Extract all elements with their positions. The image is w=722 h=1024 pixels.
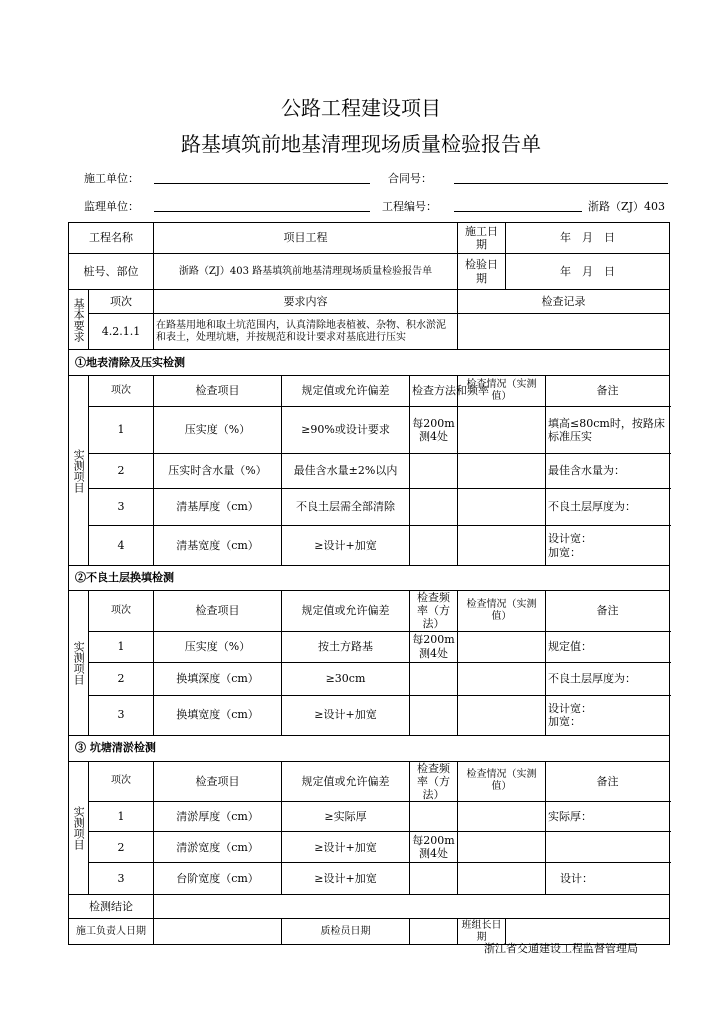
s3-row2-item: 清淤宽度（cm）	[154, 832, 282, 863]
s2-row3-item: 换填宽度（cm）	[154, 695, 282, 735]
s3-row3-no: 3	[89, 863, 154, 895]
s3-header-result: 检查情况（实测值）	[458, 761, 546, 802]
s3-header-method: 检查频率（方法）	[410, 761, 458, 802]
s2-header-result: 检查情况（实测值）	[458, 591, 546, 632]
s3-header-spec: 规定值或允许偏差	[282, 761, 410, 802]
project-name-label: 工程名称	[69, 223, 154, 254]
table-row	[69, 863, 670, 895]
s3-row2-spec: ≥设计+加宽	[282, 832, 410, 863]
s1-row3-item: 清基厚度（cm）	[154, 489, 282, 526]
construction-date-value[interactable]: 年 月 日	[506, 223, 670, 254]
s3-row1-method	[410, 802, 458, 832]
s1-row2-no: 2	[89, 454, 154, 489]
s1-row3-spec: 不良土层需全部清除	[282, 489, 410, 526]
s1-row1-remark: 填高≤80cm时，按路床标准压实	[546, 407, 670, 454]
s2-row1-item: 压实度（%）	[154, 631, 282, 662]
s2-row3-remark	[546, 695, 670, 735]
project-no-label: 工程编号：	[382, 200, 437, 213]
station-label: 桩号、部位	[69, 254, 154, 290]
table-row	[69, 662, 670, 695]
basic-item-header: 项次	[89, 290, 154, 314]
s2-header-method: 检查频率（方法）	[410, 591, 458, 632]
s3-row3-spec: ≥设计+加宽	[282, 863, 410, 895]
s2-header-item: 检查项目	[154, 591, 282, 632]
s2-row3-method	[410, 695, 458, 735]
section-2-side-label: 实测项目	[69, 591, 89, 736]
requirement-text: 在路基用地和取土坑范围内，认真清除地表植被、杂物、积水淤泥和表土，处理坑塘，并按规范和设计要求对基底进行压实	[154, 314, 458, 350]
s2-row2-spec: ≥30cm	[282, 662, 410, 695]
s1-row1-spec: ≥90%或设计要求	[282, 407, 410, 454]
construction-unit-field[interactable]	[154, 183, 370, 184]
s1-header-spec: 规定值或允许偏差	[282, 376, 410, 407]
s3-row3-item: 台阶宽度（cm）	[154, 863, 282, 895]
issuing-authority: 浙江省交通建设工程监督管理局	[484, 942, 638, 955]
s3-header-item: 检查项目	[154, 761, 282, 802]
s3-header-remark: 备注	[546, 761, 670, 802]
s1-row4-item: 清基宽度（cm）	[154, 526, 282, 566]
builder-signature-field[interactable]	[154, 919, 282, 945]
s1-row3-result[interactable]	[458, 489, 546, 526]
s2-header-spec: 规定值或允许偏差	[282, 591, 410, 632]
page-title: 公路工程建设项目	[281, 96, 441, 120]
s2-row1-spec: 按土方路基	[282, 631, 410, 662]
table-row	[69, 832, 670, 863]
page-subtitle: 路基填筑前地基清理现场质量检验报告单	[181, 132, 541, 156]
s2-row1-no: 1	[89, 631, 154, 662]
basic-item-no: 4.2.1.1	[89, 314, 154, 350]
basic-record-cell[interactable]	[458, 314, 670, 350]
s1-row4-remark-widen: 加宽：	[548, 545, 582, 559]
s2-row3-no: 3	[89, 695, 154, 735]
s3-row2-no: 2	[89, 832, 154, 863]
project-name-value: 项目工程	[154, 223, 458, 254]
s3-row2-method: 每200m测4处	[410, 832, 458, 863]
s1-row4-method	[410, 526, 458, 566]
section-3-title: ③ 坑塘清淤检测	[69, 735, 670, 761]
s2-header-no: 项次	[89, 591, 154, 632]
s2-row3-remark-widen: 加宽：	[548, 715, 582, 729]
inspection-date-value[interactable]: 年 月 日	[506, 254, 670, 290]
s2-header-remark: 备注	[546, 591, 670, 632]
s1-row3-no: 3	[89, 489, 154, 526]
table-row	[69, 695, 670, 735]
s3-row1-no: 1	[89, 802, 154, 832]
form-code: 浙路（ZJ）403	[588, 200, 666, 213]
contract-no-label: 合同号：	[388, 172, 432, 185]
construction-date-label: 施工日期	[458, 223, 506, 254]
s1-header-remark: 备注	[546, 376, 670, 407]
s1-row2-item: 压实时含水量（%）	[154, 454, 282, 489]
s2-row1-method: 每200m测4处	[410, 631, 458, 662]
supervision-unit-field[interactable]	[154, 211, 370, 212]
s1-header-result: 检查情况（实测值）	[458, 376, 546, 407]
s1-header-method: 检查方法和频率	[410, 376, 458, 407]
s2-row2-item: 换填深度（cm）	[154, 662, 282, 695]
s2-row2-result[interactable]	[458, 662, 546, 695]
s1-header-item: 检查项目	[154, 376, 282, 407]
record-header: 检查记录	[458, 290, 670, 314]
s1-row1-method: 每200m测4处	[410, 407, 458, 454]
team-signature-label: 班组长日期	[458, 919, 506, 945]
s2-row1-remark: 规定值：	[546, 631, 670, 662]
s1-row4-remark-design: 设计宽：	[548, 532, 593, 546]
s3-row3-result[interactable]	[458, 863, 546, 895]
station-value: 浙路（ZJ）403 路基填筑前地基清理现场质量检验报告单	[154, 254, 458, 290]
s1-row4-no: 4	[89, 526, 154, 566]
project-no-field[interactable]	[454, 211, 582, 212]
s2-row3-result[interactable]	[458, 695, 546, 735]
table-row	[69, 802, 670, 832]
s3-row1-result[interactable]	[458, 802, 546, 832]
s3-header-no: 项次	[89, 761, 154, 802]
s2-row2-remark: 不良土层厚度为：	[546, 662, 670, 695]
requirement-header: 要求内容	[154, 290, 458, 314]
section-3-side-label: 实测项目	[69, 761, 89, 895]
s1-row4-result[interactable]	[458, 526, 546, 566]
inspection-date-label: 检验日期	[458, 254, 506, 290]
s3-row2-result[interactable]	[458, 832, 546, 863]
section-1-side-label: 实测项目	[69, 376, 89, 566]
s1-row3-remark: 不良土层厚度为：	[546, 489, 670, 526]
inspection-report-table	[68, 222, 670, 945]
s2-row2-no: 2	[89, 662, 154, 695]
s1-row1-result[interactable]	[458, 407, 546, 454]
builder-signature-label: 施工负责人日期	[69, 919, 154, 945]
s3-row1-remark: 实际厚：	[546, 802, 670, 832]
s1-row4-remark	[546, 526, 670, 566]
table-row	[69, 631, 670, 662]
conclusion-label: 检测结论	[69, 895, 154, 919]
s3-row1-item: 清淤厚度（cm）	[154, 802, 282, 832]
s3-row1-spec: ≥实际厚	[282, 802, 410, 832]
basic-requirements-side-label: 基本要求	[69, 290, 89, 350]
contract-no-field[interactable]	[454, 183, 668, 184]
qc-signature-label: 质检员日期	[282, 919, 410, 945]
s1-row2-method	[410, 454, 458, 489]
s2-row3-remark-design: 设计宽：	[548, 701, 593, 715]
table-row	[69, 489, 670, 526]
s1-row1-item: 压实度（%）	[154, 407, 282, 454]
s1-row4-spec: ≥设计+加宽	[282, 526, 410, 566]
s3-row3-method	[410, 863, 458, 895]
section-1-title: ①地表清除及压实检测	[69, 350, 670, 376]
table-row	[69, 407, 670, 454]
conclusion-field[interactable]	[154, 895, 670, 919]
s3-row3-remark: 设计：	[546, 863, 670, 895]
s2-row2-method	[410, 662, 458, 695]
table-row	[69, 526, 670, 566]
supervision-unit-label: 监理单位：	[84, 200, 139, 213]
s2-row1-result[interactable]	[458, 631, 546, 662]
s1-row2-spec: 最佳含水量±2%以内	[282, 454, 410, 489]
s2-row3-spec: ≥设计+加宽	[282, 695, 410, 735]
s3-row2-remark	[546, 832, 670, 863]
s1-row3-method	[410, 489, 458, 526]
section-2-title: ②不良土层换填检测	[69, 566, 670, 591]
table-row	[69, 454, 670, 489]
s1-row2-result[interactable]	[458, 454, 546, 489]
s1-row1-no: 1	[89, 407, 154, 454]
s1-header-no: 项次	[89, 376, 154, 407]
s1-row2-remark: 最佳含水量为：	[546, 454, 670, 489]
construction-unit-label: 施工单位：	[84, 172, 139, 185]
qc-signature-field[interactable]	[410, 919, 458, 945]
